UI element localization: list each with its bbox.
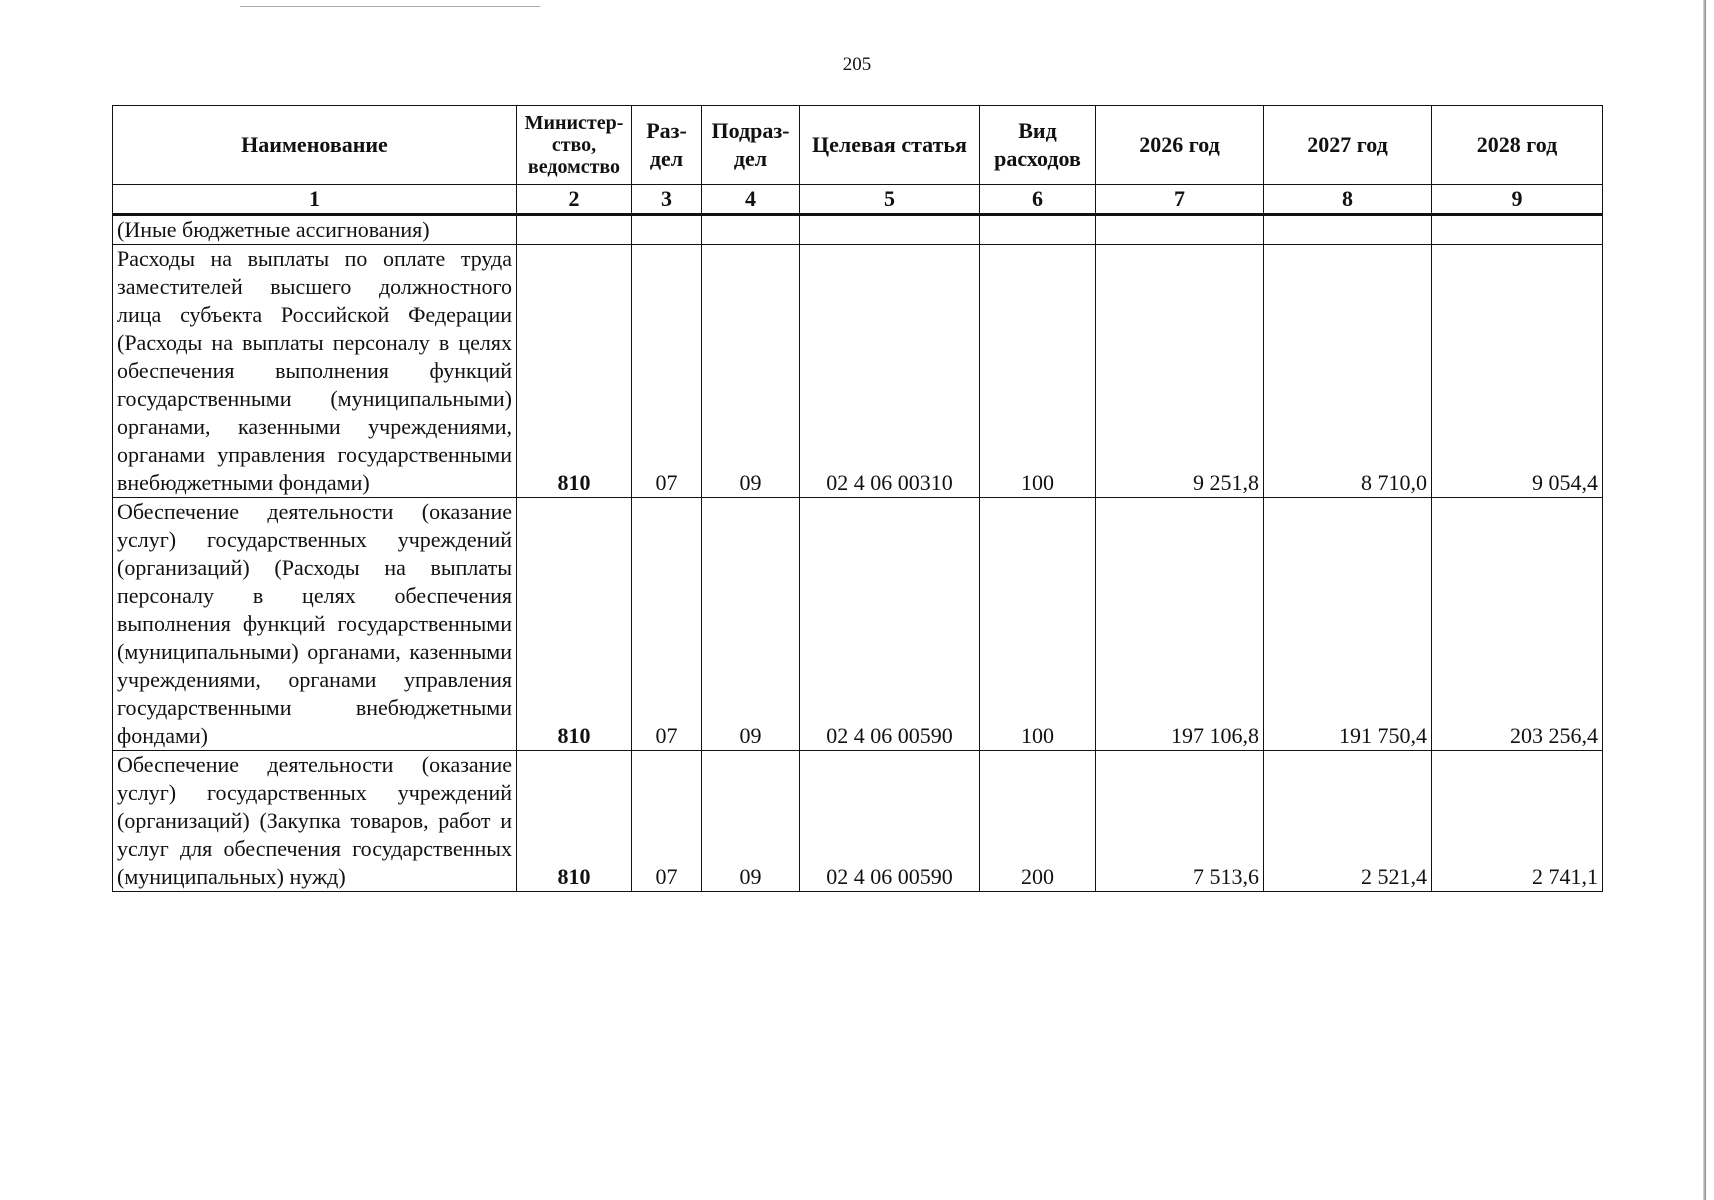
row-section <box>632 215 702 245</box>
row-2028: 203 256,4 <box>1432 498 1603 751</box>
row-2028: 9 054,4 <box>1432 245 1603 498</box>
budget-table <box>112 105 1603 892</box>
row-2027: 8 710,0 <box>1264 245 1432 498</box>
row-section: 07 <box>632 751 702 892</box>
row-2026 <box>1096 215 1264 245</box>
column-number: 3 <box>632 185 702 215</box>
row-section: 07 <box>632 498 702 751</box>
header-name: Наименование <box>113 106 517 185</box>
row-target: 02 4 06 00590 <box>800 498 980 751</box>
row-name: (Иные бюджетные ассигнования) <box>113 215 517 245</box>
column-number: 5 <box>800 185 980 215</box>
row-2027: 2 521,4 <box>1264 751 1432 892</box>
table-row <box>113 498 1603 751</box>
row-target: 02 4 06 00590 <box>800 751 980 892</box>
header-ministry: Министер-ство, ведомство <box>517 106 632 185</box>
row-2026: 7 513,6 <box>1096 751 1264 892</box>
row-name: Обеспечение деятельности (оказание услуг) государственных учреждений (организаций) (Закупка товаров, работ и услуг для обеспечения государственных (муниципальных) нужд) <box>113 751 517 892</box>
header-section: Раз-дел <box>632 106 702 185</box>
row-subsection: 09 <box>702 498 800 751</box>
row-target <box>800 215 980 245</box>
row-2027 <box>1264 215 1432 245</box>
row-expense-type: 100 <box>980 498 1096 751</box>
row-section: 07 <box>632 245 702 498</box>
header-2026: 2026 год <box>1096 106 1264 185</box>
header-subsection: Подраз-дел <box>702 106 800 185</box>
header-target: Целевая статья <box>800 106 980 185</box>
row-subsection: 09 <box>702 245 800 498</box>
column-number: 2 <box>517 185 632 215</box>
table-row <box>113 751 1603 892</box>
row-2026: 9 251,8 <box>1096 245 1264 498</box>
row-ministry: 810 <box>517 751 632 892</box>
table-row <box>113 245 1603 498</box>
column-number-row <box>113 185 1603 215</box>
column-number: 1 <box>113 185 517 215</box>
column-number: 7 <box>1096 185 1264 215</box>
table-header-row <box>113 106 1603 185</box>
row-subsection: 09 <box>702 751 800 892</box>
row-2028: 2 741,1 <box>1432 751 1603 892</box>
row-2026: 197 106,8 <box>1096 498 1264 751</box>
row-2028 <box>1432 215 1603 245</box>
row-name: Расходы на выплаты по оплате труда заместителей высшего должностного лица субъекта Российской Федерации (Расходы на выплаты персоналу в целях обеспечения выполнения функций государственными (муниципальными) органами, казенными учреждениями, органами управления государственными внебюджетными фондами) <box>113 245 517 498</box>
row-expense-type: 200 <box>980 751 1096 892</box>
row-ministry <box>517 215 632 245</box>
row-subsection <box>702 215 800 245</box>
header-expense-type: Вид расходов <box>980 106 1096 185</box>
table-row <box>113 215 1603 245</box>
scan-artifact-line <box>240 6 540 7</box>
column-number: 8 <box>1264 185 1432 215</box>
column-number: 9 <box>1432 185 1603 215</box>
row-expense-type: 100 <box>980 245 1096 498</box>
column-number: 4 <box>702 185 800 215</box>
row-target: 02 4 06 00310 <box>800 245 980 498</box>
page-number: 205 <box>842 54 872 75</box>
row-ministry: 810 <box>517 245 632 498</box>
row-expense-type <box>980 215 1096 245</box>
header-2028: 2028 год <box>1432 106 1603 185</box>
column-number: 6 <box>980 185 1096 215</box>
row-2027: 191 750,4 <box>1264 498 1432 751</box>
row-ministry: 810 <box>517 498 632 751</box>
scan-artifact-edge <box>1703 0 1706 1200</box>
row-name: Обеспечение деятельности (оказание услуг) государственных учреждений (организаций) (Расходы на выплаты персоналу в целях обеспечения выполнения функций государственными (муниципальными) органами, казенными учреждениями, органами управления государственными внебюджетными фондами) <box>113 498 517 751</box>
header-2027: 2027 год <box>1264 106 1432 185</box>
